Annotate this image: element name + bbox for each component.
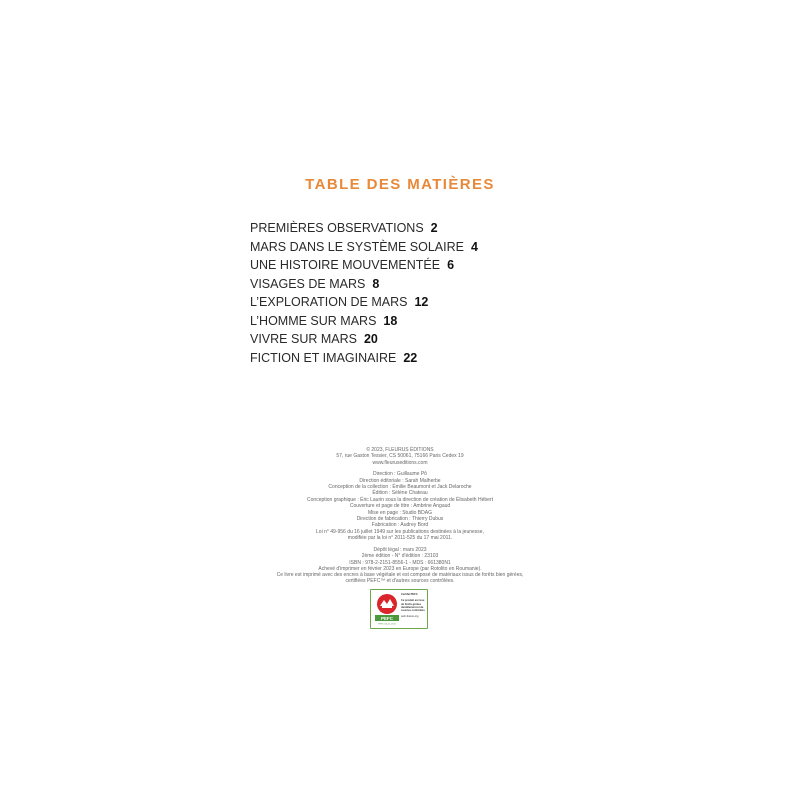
credit-line: Direction éditoriale : Sarah Malherbe xyxy=(359,477,441,484)
credit-line: Fabrication : Audrey Bord xyxy=(371,522,429,529)
credit-line: modifiée par la loi n° 2011-525 du 17 mai 2011. xyxy=(347,535,453,542)
publisher-copyright: © 2023, FLEURUS ÉDITIONS xyxy=(366,447,434,453)
toc-item-page: 8 xyxy=(372,276,380,291)
credit-line: Mise en page : Studio BDAG xyxy=(368,509,432,516)
toc-item[interactable] xyxy=(250,238,478,257)
toc-item-label: VISAGES DE MARS xyxy=(250,276,366,291)
toc-item-page: 22 xyxy=(403,350,418,365)
toc-item-label: VIVRE SUR MARS xyxy=(250,332,357,346)
eco-note xyxy=(240,572,560,585)
toc-item-label: FICTION ET IMAGINAIRE xyxy=(250,350,397,365)
legal-line: Achevé d'imprimer en février 2023 en Europe (par Rotolito en Roumanie). xyxy=(318,565,482,572)
pefc-code: PEFC/10-31-1510 xyxy=(378,623,396,626)
pefc-text xyxy=(401,593,428,619)
toc-item-label: L’EXPLORATION DE MARS xyxy=(250,295,408,309)
toc-item[interactable] xyxy=(250,312,478,331)
toc-item[interactable] xyxy=(250,275,478,294)
toc-item-page: 18 xyxy=(383,313,398,328)
toc-item-page: 6 xyxy=(447,258,455,272)
toc-item-label: UNE HISTOIRE MOUVEMENTÉE xyxy=(250,258,441,272)
toc-item[interactable] xyxy=(250,219,478,238)
credit-line: Direction de fabrication : Thierry Dubus xyxy=(356,516,444,523)
toc-item[interactable] xyxy=(250,256,478,275)
pefc-url[interactable]: pefc-france.org xyxy=(401,615,419,619)
eco-note-line: certifiées PEFC™ et d'autres sources contrôlées. xyxy=(345,578,455,585)
credit-line: Couverture et page de titre : Ambrine Angaud xyxy=(349,503,451,510)
colophon xyxy=(240,447,560,572)
credit-line: Conception graphique : Éric Laurin sous la direction de création de Élisabeth Hébert xyxy=(307,496,493,503)
toc-item-label: MARS DANS LE SYSTÈME SOLAIRE xyxy=(250,239,464,254)
toc-item-label: PREMIÈRES OBSERVATIONS xyxy=(250,221,424,235)
toc-item[interactable] xyxy=(250,330,478,349)
pefc-line: sources contrôlées xyxy=(401,609,425,613)
toc-list xyxy=(250,219,478,367)
credit-line: Édition : Sélène Chateau xyxy=(372,490,428,497)
pefc-line: durablement et de xyxy=(401,605,424,609)
toc-item-page: 2 xyxy=(430,221,438,235)
pefc-logo-icon xyxy=(373,592,401,626)
toc-item-page: 4 xyxy=(470,239,478,254)
toc-item-page: 12 xyxy=(414,295,429,309)
toc-item[interactable] xyxy=(250,293,478,312)
pefc-header: Certifié PEFC xyxy=(401,593,418,596)
pefc-line: Ce produit est issu xyxy=(401,599,425,603)
pefc-line: de forêts gérées xyxy=(401,602,422,606)
toc-item-label: L’HOMME SUR MARS xyxy=(250,313,377,328)
credit-line: Direction : Guillaume Pô xyxy=(373,471,427,478)
toc-item[interactable] xyxy=(250,349,478,368)
legal-line: Dépôt légal : mars 2023 xyxy=(373,546,427,553)
eco-note-line: Ce livre est imprimé avec des encres à base végétale et est composé de matériaux issus de forêts bien gérées, xyxy=(276,572,524,578)
legal-line: ISBN : 978-2-2151-8556-1 - MDS : 661380N1 xyxy=(349,559,451,566)
credit-line: Conception de la collection : Émilie Beaumont et Jack Delaroche xyxy=(328,484,472,491)
legal-line: 2ème édition - N° d'édition : 23103 xyxy=(361,553,439,560)
pefc-certification-badge xyxy=(370,589,428,629)
credit-line: Loi n° 49-956 du 16 juillet 1949 sur les publications destinées à la jeunesse, xyxy=(316,528,484,535)
pefc-badge-text: PEFC xyxy=(380,615,394,621)
publisher-address: 57, rue Gaston Tessier, CS 50061, 75166 Paris Cedex 19 xyxy=(336,453,464,460)
publisher-website[interactable]: www.fleuruseditions.com xyxy=(372,459,428,466)
toc-item-page: 20 xyxy=(363,332,378,346)
toc-title: TABLE DES MATIÈRES xyxy=(305,176,495,193)
